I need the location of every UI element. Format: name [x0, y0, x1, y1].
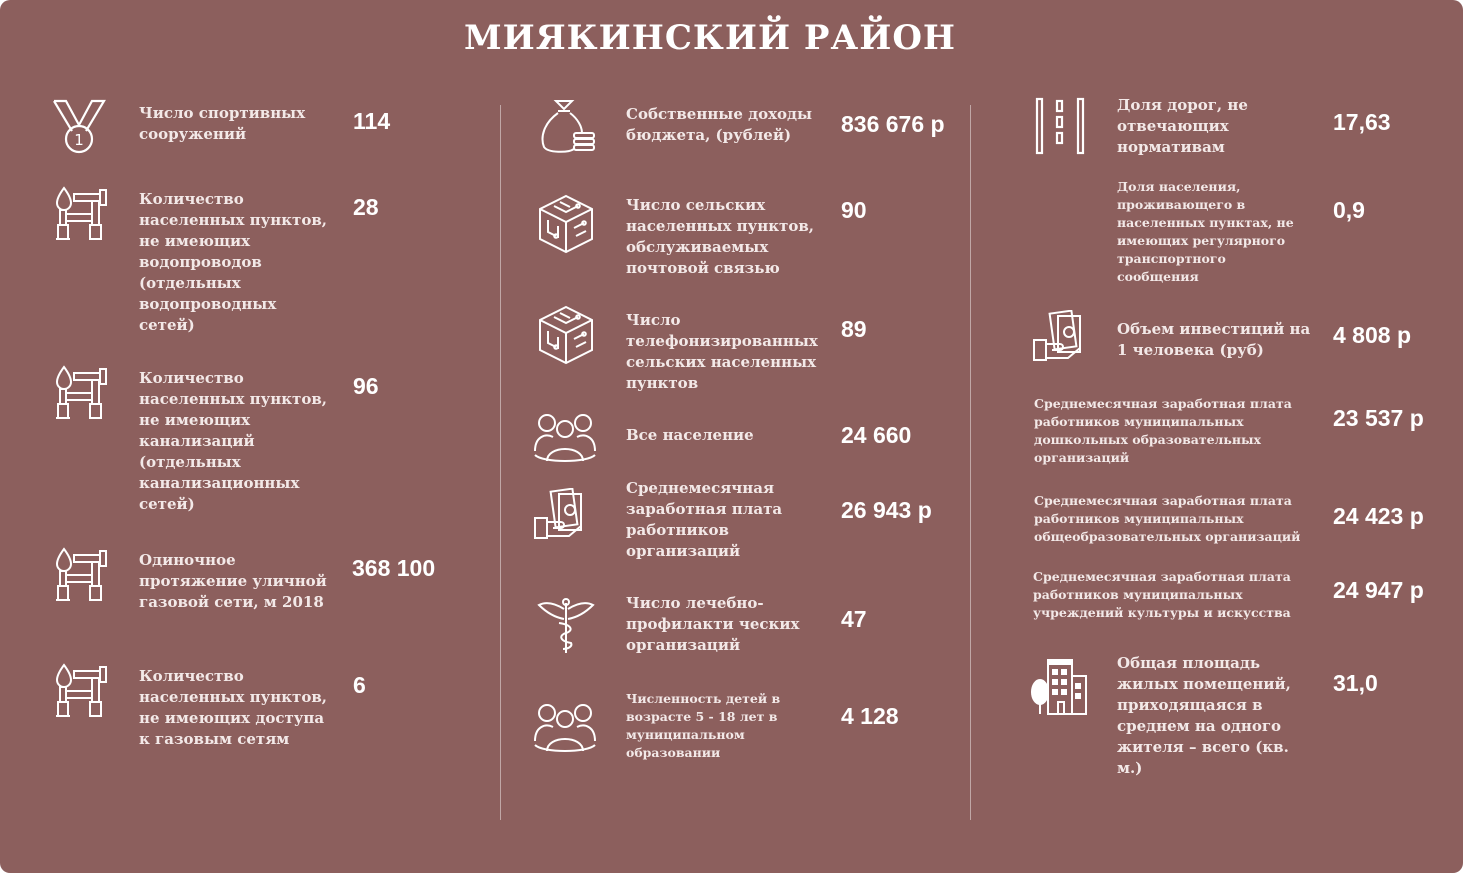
- stat-value: 31,0: [1333, 670, 1378, 696]
- stat-value: 24 660: [841, 422, 912, 448]
- stat-value: 89: [841, 316, 867, 342]
- stat-label: Объем инвестиций на 1 человека (руб): [1117, 320, 1311, 359]
- stat-label: Одиночное протяжение уличной газовой сети, м 2018: [139, 551, 327, 611]
- stat-value: 0,9: [1333, 197, 1365, 223]
- stat-value: 24 947 р: [1333, 577, 1424, 603]
- people-group-icon: [533, 411, 597, 463]
- stat-label: Количество населенных пунктов, не имеющих канализаций (отдельных канализационных сетей): [139, 369, 327, 513]
- stat-label: Все население: [626, 426, 754, 444]
- stat-label: Количество населенных пунктов, не имеющих водопроводов (отдельных водопроводных сетей): [139, 190, 327, 334]
- medal-icon: [50, 97, 108, 155]
- people-group-icon: [533, 701, 597, 753]
- stat-value: 836 676 р: [841, 111, 945, 137]
- stat-label: Число лечебно-профилакти ческих организаций: [626, 594, 800, 654]
- hand-money-icon: [1032, 310, 1084, 364]
- column-divider: [500, 105, 501, 820]
- stat-value: 368 100: [352, 555, 436, 581]
- stat-label: Число спортивных сооружений: [139, 104, 306, 143]
- stat-value: 4 128: [841, 703, 899, 729]
- stat-label: Среднемесячная заработная плата работников организаций: [626, 479, 783, 560]
- pipes-icon: [52, 186, 110, 242]
- stat-label: Среднемесячная заработная плата работников муниципальных учреждений культуры и искусства: [1033, 569, 1291, 620]
- stat-label: Доля населения, проживающего в населенных пунктах, не имеющих регулярного транспортного сообщения: [1117, 179, 1294, 284]
- column-divider: [970, 105, 971, 820]
- pipes-icon: [52, 663, 110, 719]
- stat-label: Доля дорог, не отвечающих нормативам: [1117, 96, 1248, 156]
- stat-value: 90: [841, 197, 867, 223]
- stat-label: Число телефонизированных сельских населенных пунктов: [626, 311, 818, 392]
- stat-value: 23 537 р: [1333, 405, 1424, 431]
- stat-label: Общая площадь жилых помещений, приходящаяся в среднем на одного жителя – всего (кв. м.): [1117, 654, 1291, 777]
- hand-money-icon: [533, 488, 585, 542]
- money-bag-icon: [538, 97, 598, 157]
- stat-value: 4 808 р: [1333, 322, 1411, 348]
- stat-label: Собственные доходы бюджета, (рублей): [626, 105, 813, 144]
- svg-text:1: 1: [74, 131, 84, 149]
- pipes-icon: [52, 547, 110, 603]
- stat-label: Среднемесячная заработная плата работников муниципальных дошкольных образовательных организаций: [1034, 396, 1292, 465]
- stat-value: 96: [353, 373, 379, 399]
- stat-label: Количество населенных пунктов, не имеющих доступа к газовым сетям: [139, 667, 327, 748]
- stat-value: 47: [841, 606, 867, 632]
- stat-value: 17,63: [1333, 109, 1391, 135]
- stat-value: 24 423 р: [1333, 503, 1424, 529]
- stat-label: Среднемесячная заработная плата работников муниципальных общеобразовательных организаций: [1034, 493, 1301, 544]
- stat-label: Число сельских населенных пунктов, обслуживаемых почтовой связью: [626, 196, 814, 277]
- building-icon: [1030, 658, 1088, 716]
- stat-value: 28: [353, 194, 379, 220]
- stat-value: 114: [353, 108, 391, 134]
- stat-label: Численность детей в возрасте 5 - 18 лет в муниципальном образовании: [626, 691, 781, 760]
- page-title: МИЯКИНСКИЙ РАЙОН: [463, 18, 957, 58]
- road-icon: [1035, 97, 1085, 155]
- stat-value: 6: [353, 672, 366, 698]
- stat-value: 26 943 р: [841, 497, 932, 523]
- circuit-cube-icon: [538, 194, 594, 254]
- circuit-cube-icon: [538, 305, 594, 365]
- pipes-icon: [52, 365, 110, 421]
- caduceus-icon: [537, 597, 595, 655]
